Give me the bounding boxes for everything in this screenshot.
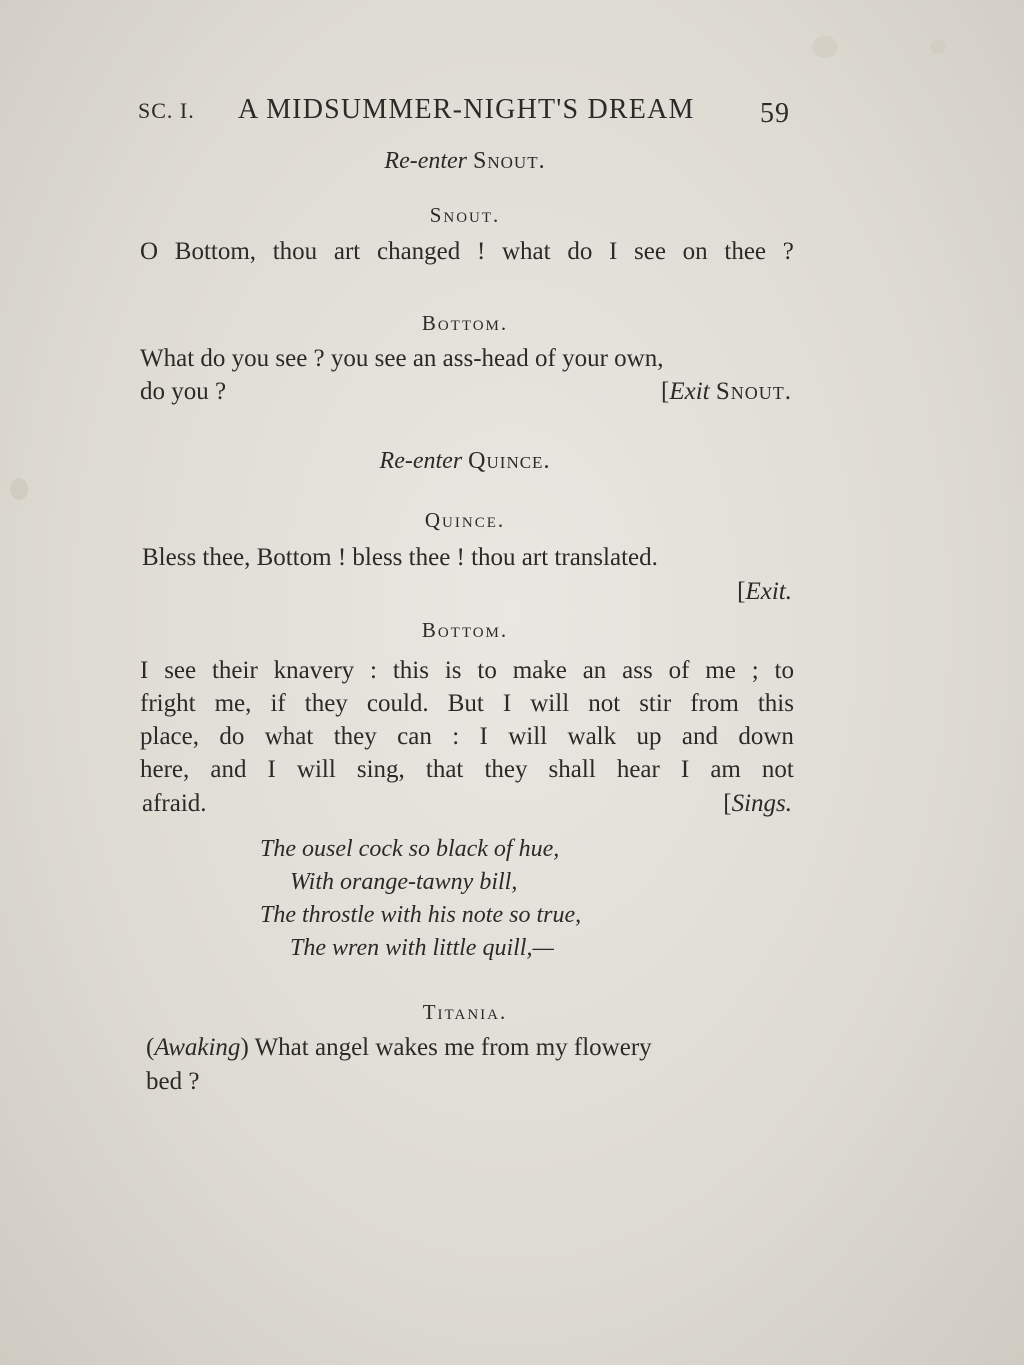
dialogue-line	[140, 756, 794, 784]
word: this	[757, 690, 794, 717]
word: what	[264, 723, 314, 750]
stage-direction-sings	[723, 790, 792, 818]
word: their	[211, 657, 258, 684]
dialogue-line	[140, 690, 794, 718]
word: what	[502, 238, 551, 265]
word: knavery	[273, 657, 355, 684]
word: not	[588, 690, 621, 717]
word: of	[668, 657, 690, 684]
dialogue-line	[140, 657, 794, 685]
stage-direction-exit	[737, 578, 792, 606]
word: they	[333, 723, 377, 750]
running-title: A MIDSUMMER-NIGHT'S DREAM	[238, 94, 695, 125]
word: I	[502, 690, 512, 717]
word: on	[682, 238, 708, 265]
word: ass	[622, 657, 653, 684]
word: changed	[376, 238, 461, 265]
word: not	[761, 756, 794, 783]
word: that	[425, 756, 464, 783]
word: this	[392, 657, 429, 684]
word: and	[210, 756, 247, 783]
word: :	[370, 657, 377, 684]
word: ;	[751, 657, 759, 684]
bracket: [	[737, 578, 746, 605]
word: !	[476, 238, 486, 265]
word: me	[705, 657, 736, 684]
dialogue-line: What do you see ? you see an ass-head of your own,	[140, 345, 664, 372]
word: O	[140, 238, 159, 265]
word: But	[447, 690, 484, 717]
exit-name: Snout.	[715, 378, 792, 405]
word: do	[219, 723, 245, 750]
dialogue-line: bed ?	[146, 1068, 200, 1095]
word: I	[609, 238, 618, 265]
word: will	[508, 723, 548, 750]
word: they	[484, 756, 528, 783]
word: could.	[366, 690, 429, 717]
word: they	[304, 690, 348, 717]
word: place,	[140, 723, 199, 750]
word: can	[397, 723, 432, 750]
word: hear	[616, 756, 660, 783]
stage-direction-reenter-snout	[0, 148, 930, 175]
word: and	[681, 723, 718, 750]
word: up	[636, 723, 662, 750]
word: from	[690, 690, 739, 717]
bracket: [	[661, 378, 670, 405]
word: here,	[140, 756, 190, 783]
word: I	[267, 756, 276, 783]
stage-direction-name: Quince.	[468, 448, 551, 474]
word: shall	[548, 756, 596, 783]
word: down	[738, 723, 794, 750]
word: to	[774, 657, 794, 684]
exit-word: Exit	[669, 378, 710, 405]
speaker-quince: Quince.	[424, 508, 506, 532]
word: an	[582, 657, 607, 684]
stage-direction-verb: Re-enter	[384, 148, 468, 174]
stage-direction-exit-snout	[661, 378, 792, 406]
song-verse-line: The ousel cock so black of hue,	[260, 836, 560, 862]
stage-direction-name: Snout.	[473, 148, 546, 174]
speaker-bottom: Bottom.	[421, 311, 509, 335]
word: I	[479, 723, 488, 750]
word: walk	[567, 723, 617, 750]
word: me,	[214, 690, 252, 717]
word: make	[512, 657, 567, 684]
dialogue-line-awaking	[146, 1034, 652, 1062]
paper-stain	[930, 40, 946, 54]
awaking-word: Awaking	[154, 1034, 241, 1061]
word: sing,	[356, 756, 405, 783]
word: art	[333, 238, 361, 265]
word: :	[452, 723, 460, 750]
paren-open: (	[146, 1034, 155, 1061]
paper-stain	[812, 36, 838, 58]
dialogue-text: What angel wakes me from my flowery	[254, 1034, 652, 1061]
word: stir	[639, 690, 672, 717]
word: see	[164, 657, 197, 684]
word: to	[477, 657, 497, 684]
word: I	[680, 756, 690, 783]
word: am	[710, 756, 741, 783]
word: I	[140, 657, 149, 684]
word: thou	[272, 238, 318, 265]
word: ?	[782, 238, 794, 265]
stage-direction-verb: Re-enter	[379, 448, 463, 474]
word: thee	[724, 238, 767, 265]
dialogue-line: afraid.	[142, 790, 207, 817]
exit-word: Exit.	[745, 578, 792, 605]
page-number: 59	[760, 98, 790, 129]
word: see	[634, 238, 666, 265]
song-verse-line: The throstle with his note so true,	[260, 902, 582, 928]
song-verse-line: The wren with little quill,—	[290, 935, 554, 961]
bracket: [	[723, 790, 732, 817]
word: if	[270, 690, 286, 717]
dialogue-line: Bless thee, Bottom ! bless thee ! thou art translated.	[142, 544, 658, 571]
word: is	[444, 657, 462, 684]
scene-label: SC. I.	[138, 98, 195, 123]
word: Bottom,	[174, 238, 257, 265]
song-verse-line: With orange-tawny bill,	[290, 869, 518, 895]
speaker-bottom: Bottom.	[421, 618, 509, 642]
word: do	[567, 238, 593, 265]
speaker-titania: Titania.	[422, 1000, 508, 1024]
dialogue-line	[140, 723, 794, 751]
paper-stain	[10, 478, 28, 500]
paren-close: )	[240, 1034, 249, 1061]
word: will	[296, 756, 336, 783]
dialogue-line	[140, 238, 794, 266]
word: fright	[140, 690, 196, 717]
sings-word: Sings.	[731, 790, 792, 817]
dialogue-line: do you ?	[140, 378, 227, 405]
word: will	[530, 690, 570, 717]
speaker-snout: Snout.	[429, 203, 501, 227]
stage-direction-reenter-quince	[0, 448, 930, 475]
